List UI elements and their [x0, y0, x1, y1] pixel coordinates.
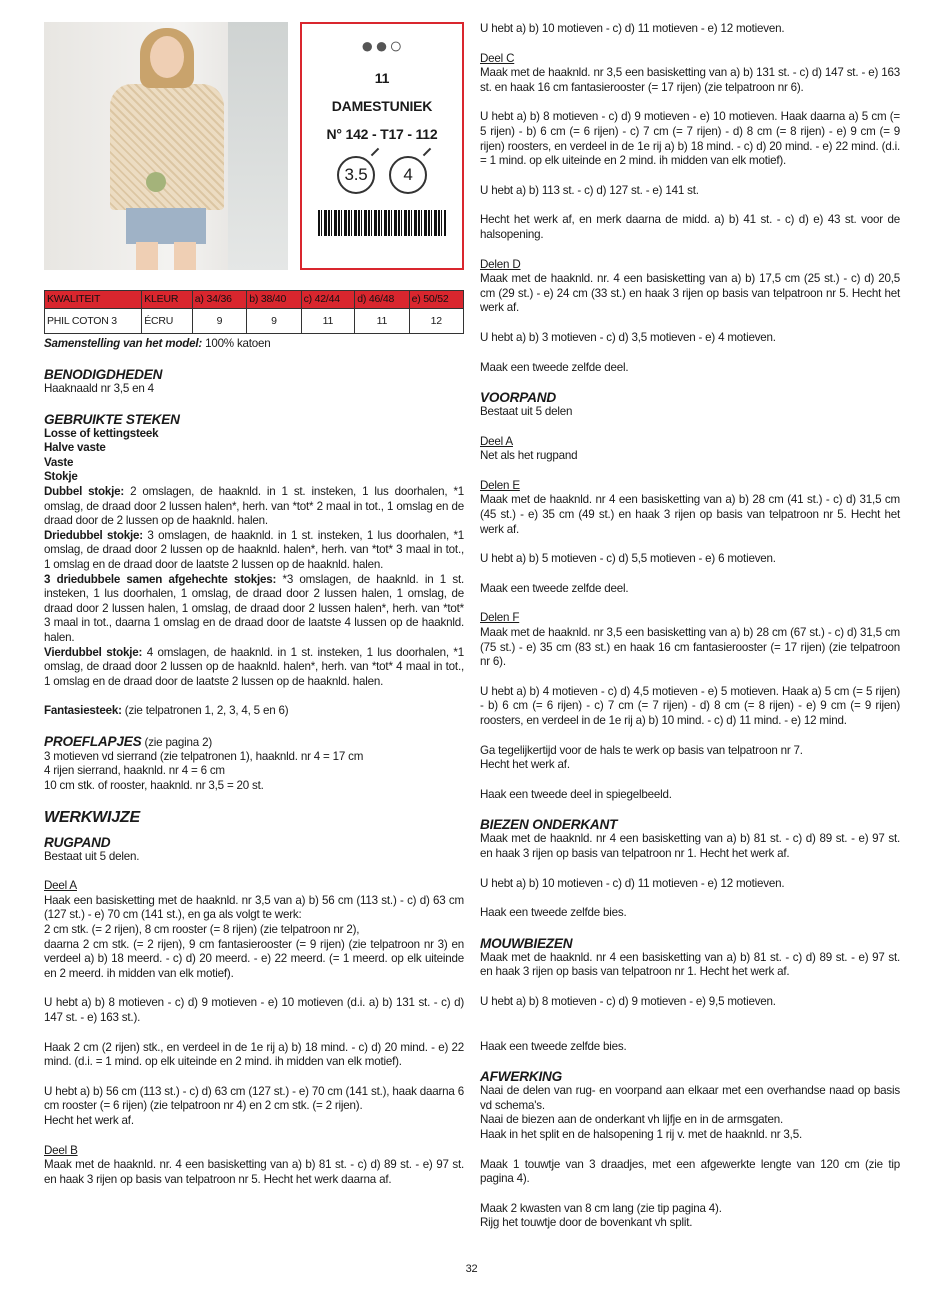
- paragraph: Maak met de haaknld. nr. 4 een basisketting van a) b) 17,5 cm (25 st.) - c) d) 20,5 cm (29 st.) - e) 24 cm (33 st.) en haak 3 rijen op basis van telpatroon nr 5. Hecht het werk af.: [480, 272, 900, 315]
- difficulty-yarn-balls-icon: ●●○: [360, 33, 404, 58]
- left-column: [44, 367, 464, 1187]
- paragraph: Haak een basisketting met de haaknld. nr 3,5 van a) b) 56 cm (113 st.) - c) d) 63 cm (127 st.) - e) 70 cm (141 st.), en ga als volgt te werk:: [44, 893, 464, 922]
- composition-value: 100% katoen: [202, 337, 271, 350]
- paragraph: Naai de delen van rug- en voorpand aan elkaar met een overhandse naad op basis vd schema's.: [480, 1084, 900, 1112]
- pattern-info-box: [300, 22, 464, 270]
- subheading: Delen D: [480, 257, 521, 271]
- paragraph: 10 cm stk. of rooster, haaknld. nr 3,5 = 20 st.: [44, 779, 264, 793]
- pattern-title: DAMESTUNIEK: [331, 98, 433, 114]
- composition: [44, 337, 464, 352]
- paragraph: Fantasiesteek: (zie telpatronen 1, 2, 3, 4, 5 en 6): [44, 704, 289, 718]
- main-heading: WERKWIJZE: [44, 808, 140, 826]
- paragraph: Haak een tweede deel in spiegelbeeld.: [480, 787, 672, 801]
- paragraph: Hecht het werk af.: [480, 758, 570, 772]
- stitch-name: Halve vaste: [44, 441, 106, 455]
- pattern-number: 11: [374, 70, 390, 86]
- section-heading: BENODIGDHEDEN: [44, 367, 163, 382]
- paragraph: U hebt a) b) 10 motieven - c) d) 11 motieven - e) 12 motieven.: [480, 876, 785, 890]
- section-heading: RUGPAND: [44, 834, 111, 850]
- paragraph: Haak in het split en de halsopening 1 rij v. met de haaknld. nr 3,5.: [480, 1127, 802, 1141]
- table-cell: PHIL COTON 3: [45, 308, 142, 334]
- section-heading: GEBRUIKTE STEKEN: [44, 411, 180, 427]
- paragraph: Maak met de haaknld. nr. 4 een basisketting van a) b) 81 st. - c) d) 89 st. - e) 97 st. en haak 3 rijen op basis van telpatroon nr 5. Hecht het werk daarna af.: [44, 1158, 464, 1186]
- yarn-table: [44, 290, 464, 334]
- table-cell: 12: [409, 308, 463, 334]
- paragraph: Maak 1 touwtje van 3 draadjes, met een afgewerkte lengte van 120 cm (zie tip pagina 4).: [480, 1157, 900, 1186]
- paragraph: Haak een tweede zelfde bies.: [480, 1039, 627, 1053]
- paragraph: Bestaat uit 5 delen: [480, 405, 573, 419]
- table-header: e) 50/52: [409, 291, 463, 309]
- table-cell: ÉCRU: [142, 308, 193, 334]
- table-cell: 11: [301, 308, 355, 334]
- barcode-icon: [318, 210, 446, 236]
- paragraph: Haak een tweede zelfde bies.: [480, 906, 627, 920]
- table-header: d) 46/48: [355, 291, 409, 309]
- paragraph: U hebt a) b) 8 motieven - c) d) 9 motieven - e) 10 motieven (d.i. a) b) 131 st. - c) d) 147 st. - e) 163 st.).: [44, 996, 464, 1024]
- paragraph: Vierdubbel stokje: 4 omslagen, de haaknld. in 1 st. insteken, 1 lus doorhalen, *1 omslag, de draad door 2 lussen op de haaknld. halen*, herh. van *tot* 4 maal in tot., 1 omslag en de draad door de laatste 2 lussen op de haaknld. halen.: [44, 645, 464, 688]
- table-header: a) 34/36: [192, 291, 246, 309]
- paragraph: U hebt a) b) 8 motieven - c) d) 9 motieven - e) 10 motieven. Haak daarna a) 5 cm (= 5 rijen) - b) 6 cm (= 6 rijen) - c) 7 cm (= 7 rijen) - d) 8 cm (= 8 rijen) - e) 9 cm (= 9 rijen) roosters, en verdeel in de 1e rij a) b) 18 mind. - c) d) 20 mind. - e) 22 mind. (d.i. = 1 mind. op elk uiteinde en 2 mind. ih midden van elk motief).: [480, 110, 900, 168]
- stitch-name: Stokje: [44, 470, 78, 484]
- table-cell: 9: [192, 308, 246, 334]
- subheading: Deel A: [480, 434, 513, 448]
- paragraph: Hecht het werk af, en merk daarna de midd. a) b) 41 st. - c) d) e) 43 st. voor de halsopening.: [480, 213, 900, 241]
- paragraph: Maak met de haaknld. nr 4 een basisketting van a) b) 81 st. - c) d) 89 st. - e) 97 st. en haak 3 rijen op basis van telpatroon nr 1. Hecht het werk af.: [480, 950, 900, 979]
- paragraph: Haak 2 cm (2 rijen) stk., en verdeel in de 1e rij a) b) 18 mind. - c) d) 20 mind. - e) 22 mind. (d.i. = 1 mind. op elk uiteinde en 2 mind. ih midden van elk motief).: [44, 1040, 464, 1069]
- composition-label: Samenstelling van het model:: [44, 337, 203, 350]
- subheading: Deel C: [480, 51, 515, 65]
- paragraph: Maak met de haaknld. nr 4 een basisketting van a) b) 81 st. - c) d) 89 st. - e) 97 st. en haak 3 rijen op basis van telpatroon nr 1. Hecht het werk af.: [480, 832, 900, 860]
- stitch-name: Losse of kettingsteek: [44, 426, 159, 440]
- paragraph: Haaknaald nr 3,5 en 4: [44, 382, 154, 395]
- pattern-reference: N° 142 - T17 - 112: [326, 126, 438, 142]
- paragraph: Net als het rugpand: [480, 449, 578, 463]
- stitch-name: Vaste: [44, 455, 74, 469]
- paragraph: Naai de biezen aan de onderkant vh lijfje en in de armsgaten.: [480, 1113, 783, 1127]
- paragraph: U hebt a) b) 3 motieven - c) d) 3,5 motieven - e) 4 motieven.: [480, 330, 776, 344]
- table-header: c) 42/44: [301, 291, 355, 309]
- paragraph: U hebt a) b) 113 st. - c) d) 127 st. - e) 141 st.: [480, 183, 699, 197]
- paragraph: U hebt a) b) 8 motieven - c) d) 9 motieven - e) 9,5 motieven.: [480, 994, 776, 1008]
- table-header: b) 38/40: [247, 291, 301, 309]
- table-header: KLEUR: [142, 291, 193, 309]
- table-row: [45, 308, 464, 334]
- section-heading: AFWERKING: [480, 1069, 563, 1085]
- paragraph: Dubbel stokje: 2 omslagen, de haaknld. in 1 st. insteken, 1 lus doorhalen, *1 omslag, de draad door 2 lussen halen*, herh. van *tot* 2 maal in tot., 1 omslag en de draad door de 2 lussen op de haaknld. halen.: [44, 484, 465, 528]
- table-cell: 11: [355, 308, 409, 334]
- subheading: Delen F: [480, 611, 520, 625]
- paragraph: Hecht het werk af.: [44, 1113, 134, 1127]
- section-heading: BIEZEN ONDERKANT: [480, 817, 618, 833]
- subheading: Deel B: [44, 1143, 78, 1157]
- paragraph: Maak 2 kwasten van 8 cm lang (zie tip pagina 4).: [480, 1201, 722, 1215]
- paragraph: 3 motieven vd sierrand (zie telpatronen 1), haaknld. nr 4 = 17 cm: [44, 749, 364, 763]
- section-heading: MOUWBIEZEN: [480, 935, 573, 951]
- model-photo: [44, 22, 288, 270]
- paragraph: U hebt a) b) 56 cm (113 st.) - c) d) 63 cm (127 st.) - e) 70 cm (141 st.), haak daarna 6 cm rooster (= 6 rijen) (zie telpatroon nr 4) en 2 cm stk. (= 2 rijen).: [44, 1084, 464, 1113]
- paragraph: daarna 2 cm stk. (= 2 rijen), 9 cm fantasierooster (= 9 rijen) (zie telpatroon nr 3) en verdeel a) b) 18 meerd. - c) d) 20 meerd. - e) 22 meerd. (= 1 meerd. op elk uiteinde en 2 meerd. ih midden van elk motief).: [44, 937, 464, 980]
- paragraph: Ga tegelijkertijd voor de hals te werk op basis van telpatroon nr 7.: [480, 743, 803, 757]
- hook-size-icon: 3.5: [337, 156, 375, 194]
- subheading: Delen E: [480, 478, 520, 492]
- table-cell: 9: [247, 308, 301, 334]
- section-heading: VOORPAND: [480, 390, 556, 406]
- subheading: Deel A: [44, 879, 77, 893]
- section-heading: PROEFLAPJES (zie pagina 2): [44, 733, 212, 749]
- paragraph: Maak met de haaknld. nr 3,5 een basisketting van a) b) 28 cm (67 st.) - c) d) 31,5 cm (75 st.) - e) 35 cm (83 st.) en haak 16 cm fantasierooster (= 17 rijen) (zie telpatroon nr 6).: [480, 626, 900, 669]
- paragraph: Rijg het touwtje door de bovenkant vh split.: [480, 1216, 693, 1230]
- paragraph: U hebt a) b) 5 motieven - c) d) 5,5 motieven - e) 6 motieven.: [480, 552, 776, 566]
- paragraph: U hebt a) b) 10 motieven - c) d) 11 motieven - e) 12 motieven.: [480, 22, 785, 35]
- paragraph: 3 driedubbele samen afgehechte stokjes: *3 omslagen, de haaknld. in 1 st. insteken, 1 lus doorhalen, 1 omslag, de draad door 2 lussen halen, 1 omslag, de draad door 2 lussen halen, 1 omslag, de draad door 2 lussen halen*, herh. van *tot* 3 maal in tot., daarna 1 omslag en de draad door de laatste 4 lussen op de haaknld. halen.: [44, 572, 464, 644]
- hook-size-icon: 4: [389, 156, 427, 194]
- paragraph: Maak met de haaknld. nr 3,5 een basisketting van a) b) 131 st. - c) d) 147 st. - e) 163 st. en haak 16 cm fantasierooster (= 17 rijen) (zie telpatroon nr 6).: [480, 66, 900, 94]
- paragraph: Bestaat uit 5 delen.: [44, 849, 140, 863]
- paragraph: Driedubbel stokje: 3 omslagen, de haaknld. in 1 st. insteken, 1 lus doorhalen, *1 omslag, de draad door 2 lussen op de haaknld. halen*, herh. van *tot* 3 maal in tot., 1 omslag en de draad door de laatste 2 lussen op de haaknld. halen.: [44, 528, 465, 571]
- paragraph: 2 cm stk. (= 2 rijen), 8 cm rooster (= 8 rijen) (zie telpatroon nr 2),: [44, 923, 360, 937]
- paragraph: U hebt a) b) 4 motieven - c) d) 4,5 motieven - e) 5 motieven. Haak a) 5 cm (= 5 rijen) - b) 6 cm (= 6 rijen) - c) 7 cm (= 7 rijen) - d) 8 cm (= 8 rijen) - e) 9 cm (= 9 rijen) roosters, en verdeel in de 1e rij a) b) 10 mind. - c) d) 11 mind. - e) 12 mind.: [480, 684, 900, 727]
- page-number: 32: [465, 1263, 478, 1275]
- paragraph: Maak een tweede zelfde deel.: [480, 581, 629, 595]
- paragraph: Maak met de haaknld. nr 4 een basisketting van a) b) 28 cm (41 st.) - c) d) 31,5 cm (45 st.) - e) 35 cm (49 st.) en haak 3 rijen op basis van telpatroon nr 5. Hecht het werk af.: [480, 493, 900, 536]
- paragraph: 4 rijen sierrand, haaknld. nr 4 = 6 cm: [44, 764, 225, 778]
- table-header: KWALITEIT: [45, 291, 142, 309]
- right-column: [480, 22, 900, 1231]
- paragraph: Maak een tweede zelfde deel.: [480, 360, 629, 374]
